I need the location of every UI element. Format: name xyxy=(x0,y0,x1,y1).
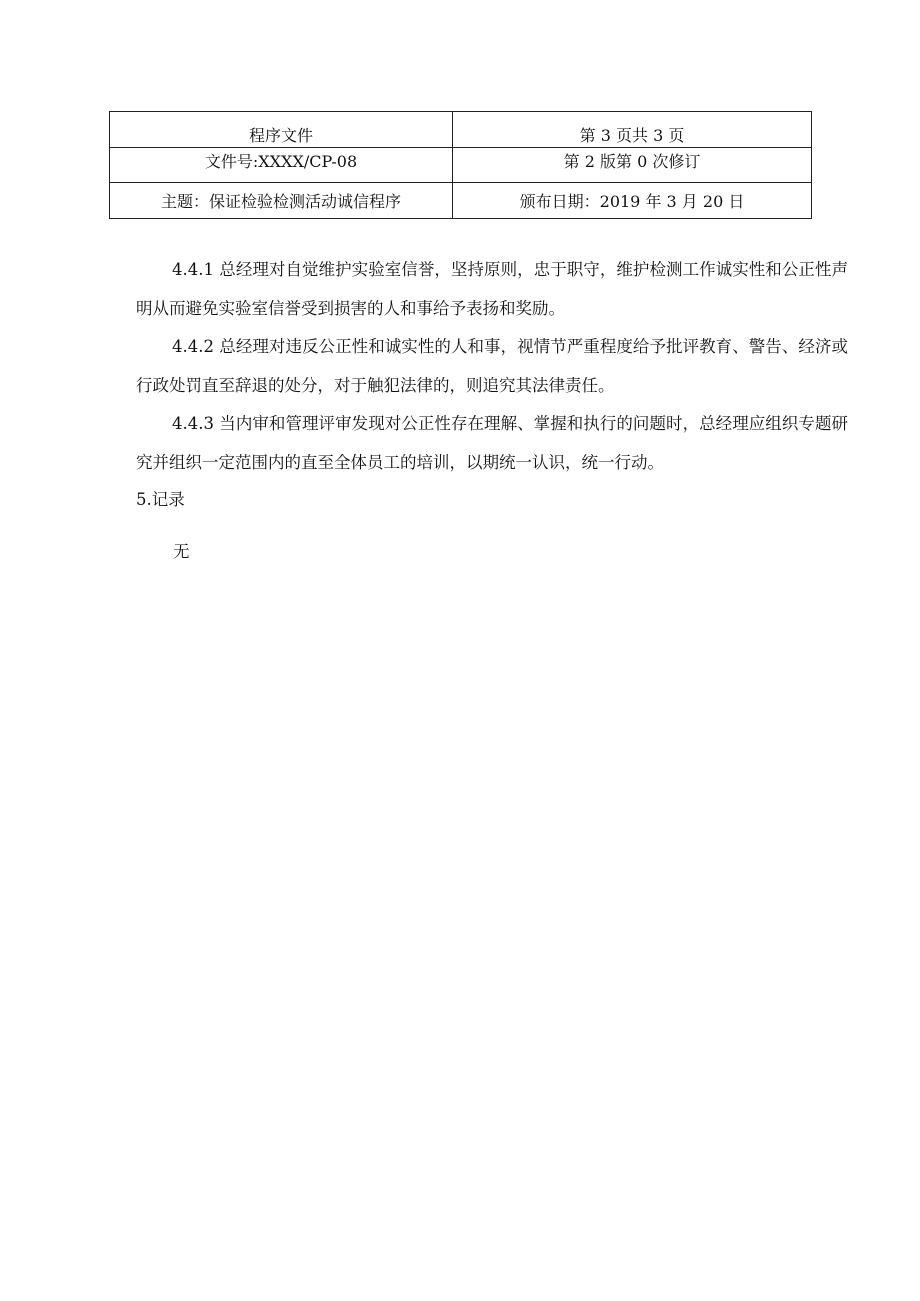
doc-type-cell: 程序文件 xyxy=(110,112,453,148)
issue-date-cell: 颁布日期：2019 年 3 月 20 日 xyxy=(453,183,812,219)
version-cell: 第 2 版第 0 次修订 xyxy=(453,148,812,183)
document-header-table xyxy=(109,111,812,219)
document-body xyxy=(136,251,848,482)
paragraph-4-4-2: 4.4.2 总经理对违反公正性和诚实性的人和事，视情节严重程度给予批评教育、警告、经济或行政处罚直至辞退的处分，对于触犯法律的，则追究其法律责任。 xyxy=(136,337,848,395)
section-content: 无 xyxy=(173,542,190,561)
paragraph-4-4-3: 4.4.3 当内审和管理评审发现对公正性存在理解、掌握和执行的问题时，总经理应组织专题研究并组织一定范围内的直至全体员工的培训，以期统一认识，统一行动。 xyxy=(136,414,848,472)
section-title: 5.记录 xyxy=(136,490,185,509)
subject-cell: 主题：保证检验检测活动诚信程序 xyxy=(110,183,453,219)
doc-number-cell: 文件号:XXXX/CP-08 xyxy=(110,148,453,183)
paragraph-4-4-1: 4.4.1 总经理对自觉维护实验室信誉，坚持原则，忠于职守，维护检测工作诚实性和公正性声明从而避免实验室信誉受到损害的人和事给予表扬和奖励。 xyxy=(136,260,848,318)
page-info-cell: 第 3 页共 3 页 xyxy=(453,112,812,148)
header-row xyxy=(110,148,812,183)
header-row xyxy=(110,183,812,219)
header-row xyxy=(110,112,812,148)
